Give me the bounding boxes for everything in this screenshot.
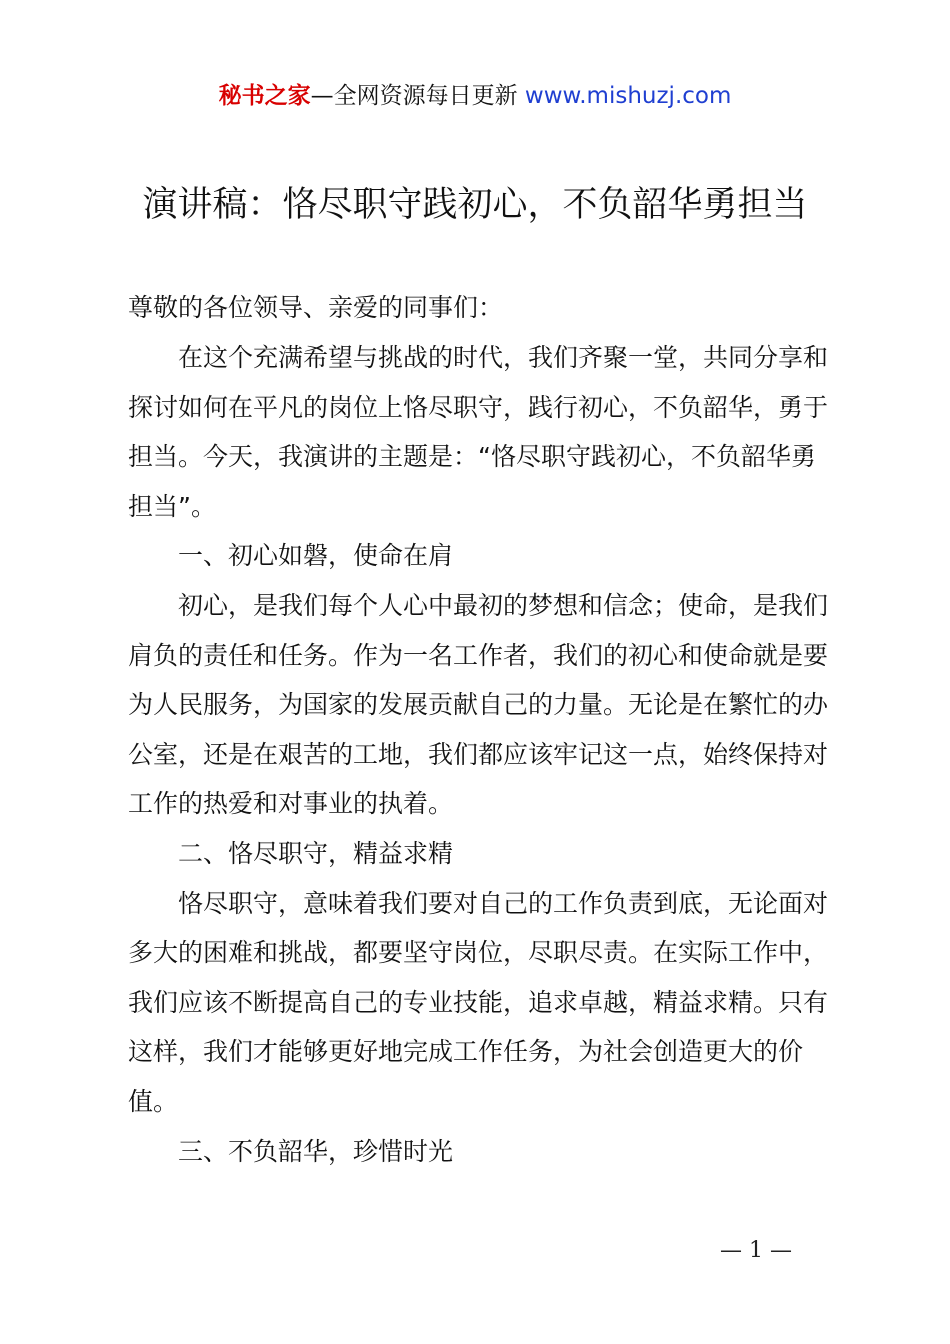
salutation: 尊敬的各位领导、亲爱的同事们： [128,293,504,322]
section-1-paragraph: 初心，是我们每个人心中最初的梦想和信念；使命，是我们肩负的责任和任务。作为一名工作者，我们的初心和使命就是要为人民服务，为国家的发展贡献自己的力量。无论是在繁忙的办公室，还是在艰苦的工地，我们都应该牢记这一点，始终保持对工作的热爱和对事业的执着。 [128,590,829,819]
brand-name: 秘书之家 [218,83,311,109]
header-tagline: —全网资源每日更新 [310,83,525,109]
section-heading-3: 三、不负韶华，珍惜时光 [178,1136,454,1166]
section-heading-2: 二、恪尽职守，精益求精 [178,838,454,868]
document-title: 演讲稿：恪尽职守践初心，不负韶华勇担当 [142,185,808,225]
section-2-paragraph: 恪尽职守，意味着我们要对自己的工作负责到底，无论面对多大的困难和挑战，都要坚守岗位，尽职尽责。在实际工作中，我们应该不断提高自己的专业技能，追求卓越，精益求精。只有这样，我们才能够更好地完成工作任务，为社会创造更大的价值。 [128,888,829,1116]
document-body [128,333,840,1176]
site-header [0,80,950,112]
page-number: — 1 — [720,1238,792,1263]
intro-paragraph: 在这个充满希望与挑战的时代，我们齐聚一堂，共同分享和探讨如何在平凡的岗位上恪尽职守，践行初心，不负韶华，勇于担当。今天，我演讲的主题是：“恪尽职守践初心，不负韶华勇担当”。 [128,343,829,521]
site-url-link[interactable]: www.mishuzj.com [524,83,732,109]
section-heading-1: 一、初心如磐，使命在肩 [178,541,454,571]
